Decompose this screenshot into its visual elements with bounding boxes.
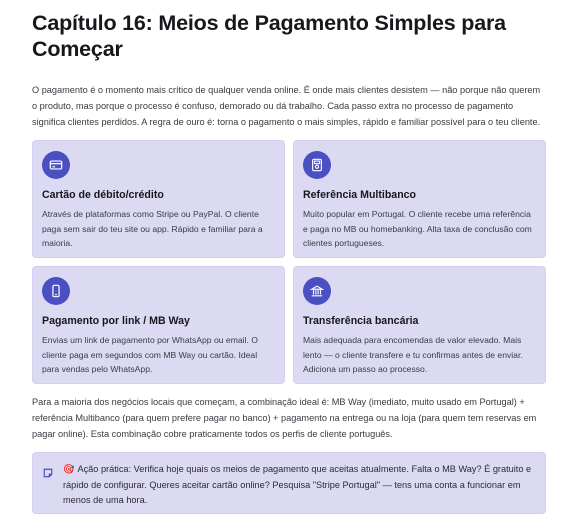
card-text: Envias um link de pagamento por WhatsApp ou email. O cliente paga em segundos com MB Way ou cartão. Ideal para vendas pelo WhatsApp. [42,335,258,374]
callout-text [63,462,533,505]
card-title: Cartão de débito/crédito [42,189,164,201]
card-text: Através de plataformas como Stripe ou PayPal. O cliente paga sem sair do teu site ou app. Rápido e familiar para a maioria. [42,209,263,248]
note-icon [43,462,55,505]
card-credit-card [32,140,285,258]
credit-card-icon [42,151,70,179]
intro-paragraph: O pagamento é o momento mais crítico de qualquer venda online. É onde mais clientes desistem — não porque não querem o produto, mas porque o processo é confuso, demorado ou dá trabalho. Cada passo extra no processo de pagamento significa clientes perdidos. A regra de ouro é: torna o pagamento o mais simples, rápido e familiar possível para o teu cliente. [32,85,541,127]
card-bank-transfer [293,266,546,384]
card-title: Pagamento por link / MB Way [42,315,190,327]
action-callout [32,452,546,514]
card-mbway-link [32,266,285,384]
callout-body: Ação prática: Verifica hoje quais os meios de pagamento que aceitas atualmente. Falta o MB Way? É gratuito e rápido de configurar. Queres aceitar cartão online? Pesquisa "Stripe Portugal" — tens uma conta a funcionar em menos de uma hora. [63,464,532,505]
card-title: Transferência bancária [303,315,419,327]
summary-paragraph: Para a maioria dos negócios locais que começam, a combinação ideal é: MB Way (imediato, muito usado em Portugal) + referência Multibanco (para quem prefere pagar no banco) + pagamento na entrega ou na loja (para quem tem reservas em pagar online). Esta combinação cobre praticamente todos os perfis de cliente português. [32,397,537,439]
card-text: Muito popular em Portugal. O cliente recebe uma referência e paga no MB ou homebanking. Alta taxa de conclusão com clientes portugueses. [303,209,532,248]
card-text: Mais adequada para encomendas de valor elevado. Mais lento — o cliente transfere e tu confirmas antes de enviar. Adiciona um passo ao processo. [303,335,523,374]
atm-icon [303,151,331,179]
card-multibanco [293,140,546,258]
page-title: Capítulo 16: Meios de Pagamento Simples para Começar [32,11,506,61]
smartphone-icon [42,277,70,305]
bank-icon [303,277,331,305]
target-emoji: 🎯 [63,464,75,474]
payment-methods-grid [32,140,546,384]
card-title: Referência Multibanco [303,189,417,201]
